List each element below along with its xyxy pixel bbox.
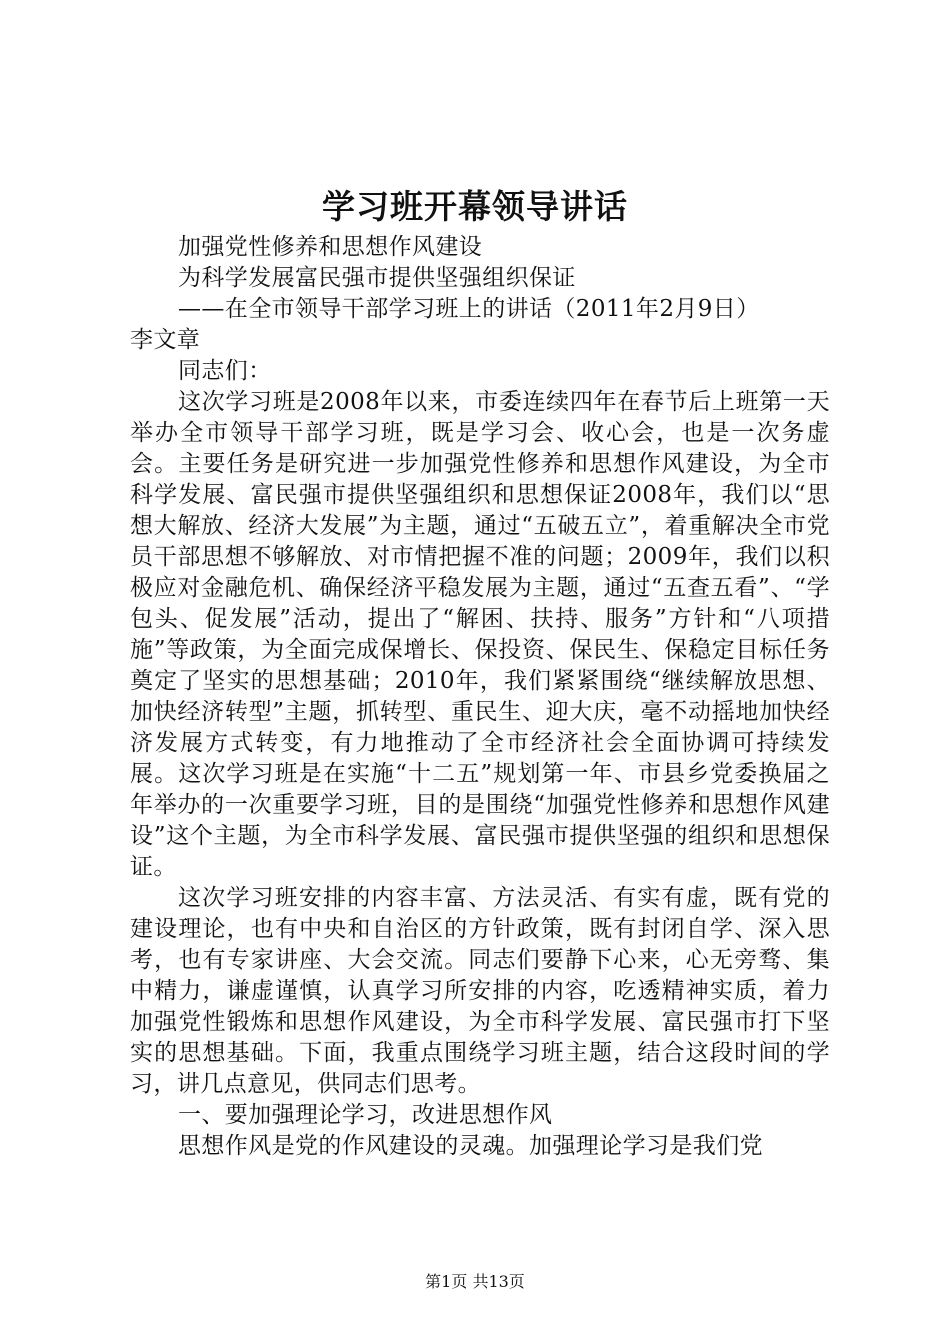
section-heading: 一、要加强理论学习，改进思想作风 — [178, 1102, 553, 1128]
body-paragraph: 思想作风是党的作风建设的灵魂。加强理论学习是我们党 — [178, 1133, 763, 1159]
document-body — [130, 232, 830, 1162]
speaker-name: 李文章 — [130, 327, 201, 353]
salutation: 同志们： — [178, 358, 272, 384]
body-paragraph: 这次学习班是2008年以来，市委连续四年在春节后上班第一天举办全市领导干部学习班，既是学习会、收心会，也是一次务虚会。主要任务是研究进一步加强党性修养和思想作风建设，为全市科学发展、富民强市提供坚强组织和思想保证2008年，我们以“思想大解放、经济大发展”为主题，通过“五破五立”，着重解决全市党员干部思想不够解放、对市情把握不准的问题；2009年，我们以积极应对金融危机、确保经济平稳发展为主题，通过“五查五看”、“学包头、促发展”活动，提出了“解困、扶持、服务”方针和“八项措施”等政策，为全面完成保增长、保投资、保民生、保稳定目标任务奠定了坚实的思想基础；2010年，我们紧紧围绕“继续解放思想、加快经济转型”主题，抓转型、重民生、迎大庆，毫不动摇地加快经济发展方式转变，有力地推动了全市经济社会全面协调可持续发展。这次学习班是在实施“十二五”规划第一年、市县乡党委换届之年举办的一次重要学习班，目的是围绕“加强党性修养和思想作风建设”这个主题，为全市科学发展、富民强市提供坚强的组织和思想保证。 — [130, 389, 830, 880]
page-footer: 第1页 共13页 — [425, 1272, 525, 1291]
subtitle-line-2: 为科学发展富民强市提供坚强组织保证 — [178, 265, 576, 291]
body-paragraph: 这次学习班安排的内容丰富、方法灵活、有实有虚，既有党的建设理论，也有中央和自治区的方针政策，既有封闭自学、深入思考，也有专家讲座、大会交流。同志们要静下心来，心无旁骛、集中精力，谦虚谨慎，认真学习所安排的内容，吃透精神实质，着力加强党性锻炼和思想作风建设，为全市科学发展、富民强市打下坚实的思想基础。下面，我重点围绕学习班主题，结合这段时间的学习，讲几点意见，供同志们思考。 — [130, 885, 830, 1097]
subtitle-line-1: 加强党性修养和思想作风建设 — [178, 234, 483, 260]
speech-occasion: ——在全市领导干部学习班上的讲话（2011年2月9日） — [178, 296, 760, 322]
document-title: 学习班开幕领导讲话 — [322, 187, 628, 226]
